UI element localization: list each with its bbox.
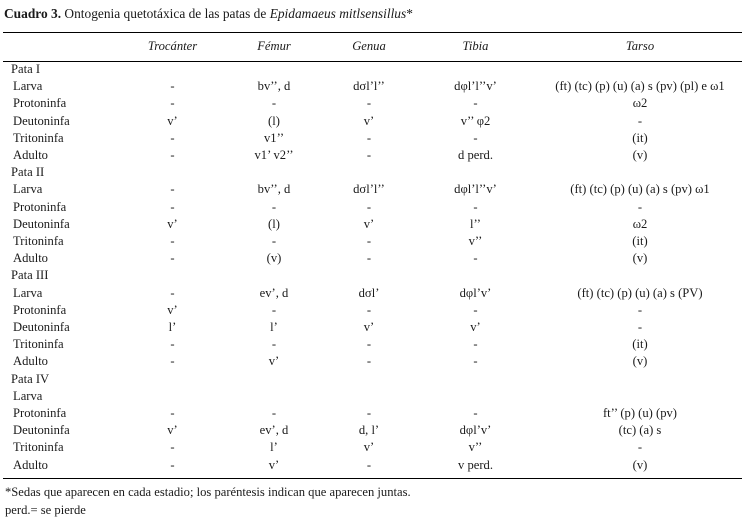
bottom-rule <box>3 478 742 479</box>
trocanter-cell <box>122 388 223 405</box>
trocanter-cell: v’ <box>167 302 178 317</box>
footnote-perd: perd.= se pierde <box>5 503 86 517</box>
femur-cell: - <box>271 337 277 352</box>
table-row <box>3 388 742 405</box>
stage-cell: Protoninfa <box>13 199 67 214</box>
table-row <box>3 457 742 474</box>
group-header-row <box>3 371 742 388</box>
table-row <box>3 95 742 112</box>
femur-cell: l’ <box>270 320 278 335</box>
trocanter-cell: - <box>170 251 175 266</box>
femur-cell: - <box>271 199 277 214</box>
tarso-cell <box>538 388 742 405</box>
tibia-cell: - <box>473 406 478 421</box>
trocanter-cell: v’ <box>167 423 178 438</box>
tarso-cell: (tc) (a) s <box>618 423 662 438</box>
femur-cell: - <box>271 96 277 111</box>
stage-cell: Protoninfa <box>13 96 67 111</box>
femur-cell: v1’’ <box>263 130 285 145</box>
trocanter-cell: - <box>170 234 175 249</box>
stage-cell: Larva <box>13 285 43 300</box>
tibia-cell: - <box>473 130 478 145</box>
tarso-cell: ft’’ (p) (u) (pv) <box>602 406 677 421</box>
tarso-cell: (ft) (tc) (p) (u) (a) s (pv) (pl) e ω1 <box>555 79 725 94</box>
pata-label: Pata IV <box>11 371 50 386</box>
col-header-stage <box>3 36 122 61</box>
stage-cell: Larva <box>13 79 43 94</box>
table-row <box>3 233 742 250</box>
trocanter-cell: - <box>170 354 175 369</box>
stage-cell: Deutoninfa <box>13 113 70 128</box>
tibia-cell: d perd. <box>458 148 493 163</box>
genua-cell: - <box>366 457 372 472</box>
table-row <box>3 302 742 319</box>
table-row <box>3 353 742 370</box>
table-row <box>3 216 742 233</box>
trocanter-cell: - <box>170 79 175 94</box>
tibia-cell: v’’ <box>468 234 483 249</box>
trocanter-cell: - <box>170 148 175 163</box>
stage-cell: Deutoninfa <box>13 423 70 438</box>
trocanter-cell: - <box>170 406 175 421</box>
genua-cell: dσl’ <box>358 285 380 300</box>
stage-cell: Tritoninfa <box>13 337 64 352</box>
caption-marker: * <box>406 6 413 21</box>
col-header-femur: Fémur <box>257 39 291 53</box>
tibia-cell: - <box>473 354 478 369</box>
tarso-cell: - <box>637 113 643 128</box>
tibia-cell: dφl’l’’v’ <box>454 182 497 197</box>
caption-text: Ontogenia quetotáxica de las patas de <box>64 6 267 21</box>
trocanter-cell: v’ <box>167 216 178 231</box>
tarso-cell: - <box>637 440 643 455</box>
table-row <box>3 78 742 95</box>
stage-cell: Adulto <box>13 457 48 472</box>
tibia-cell: v’’ <box>468 440 483 455</box>
group-header-row <box>3 164 742 181</box>
tibia-cell: - <box>473 302 478 317</box>
trocanter-cell: - <box>170 130 175 145</box>
genua-cell: d, l’ <box>358 423 380 438</box>
genua-cell: - <box>366 96 372 111</box>
genua-cell: - <box>366 130 372 145</box>
group-header-row <box>3 61 742 78</box>
table-row <box>3 336 742 353</box>
genua-cell: dσl’l’’ <box>353 182 385 197</box>
femur-cell: bv’’, d <box>257 182 291 197</box>
tarso-cell: (v) <box>632 251 648 266</box>
tarso-cell: (v) <box>632 457 648 472</box>
genua-cell: - <box>366 251 372 266</box>
trocanter-cell: - <box>170 96 175 111</box>
tibia-cell: - <box>473 251 478 266</box>
tarso-cell: ω2 <box>632 96 648 111</box>
genua-cell: - <box>366 148 372 163</box>
genua-cell: - <box>366 199 372 214</box>
pata-label: Pata III <box>11 268 49 283</box>
stage-cell: Adulto <box>13 148 48 163</box>
stage-cell: Adulto <box>13 354 48 369</box>
chaetotaxy-table <box>3 36 742 474</box>
femur-cell: ev’, d <box>259 285 289 300</box>
table-row <box>3 422 742 439</box>
tibia-cell: dφl’v’ <box>459 423 492 438</box>
femur-cell: (v) <box>266 251 282 266</box>
trocanter-cell: - <box>170 440 175 455</box>
tibia-cell: l’’ <box>470 216 481 231</box>
tarso-cell: (v) <box>632 354 648 369</box>
femur-cell <box>223 388 325 405</box>
footnote-sedas: *Sedas que aparecen en cada estadio; los paréntesis indican que aparecen juntas. <box>5 485 411 499</box>
trocanter-cell: - <box>170 182 175 197</box>
genua-cell <box>325 388 413 405</box>
table-row <box>3 250 742 267</box>
genua-cell: - <box>366 337 372 352</box>
table-row <box>3 199 742 216</box>
tibia-cell: v’’ φ2 <box>460 113 491 128</box>
femur-cell: ev’, d <box>259 423 289 438</box>
femur-cell: (l) <box>268 113 280 128</box>
header-row <box>3 36 742 61</box>
genua-cell: dσl’l’’ <box>353 79 385 94</box>
trocanter-cell: - <box>170 199 175 214</box>
tibia-cell: v perd. <box>458 457 493 472</box>
stage-cell: Deutoninfa <box>13 320 70 335</box>
stage-cell: Larva <box>13 388 43 403</box>
tibia-cell: - <box>473 96 478 111</box>
table-row <box>3 147 742 164</box>
femur-cell: - <box>271 234 277 249</box>
tarso-cell: - <box>637 320 643 335</box>
stage-cell: Larva <box>13 182 43 197</box>
femur-cell: - <box>271 302 277 317</box>
femur-cell: v’ <box>268 457 280 472</box>
table-row <box>3 113 742 130</box>
femur-cell: v1’ v2’’ <box>254 148 294 163</box>
tarso-cell: (it) <box>632 234 648 249</box>
tibia-cell: - <box>473 199 478 214</box>
table-caption <box>4 5 413 23</box>
col-header-tarso: Tarso <box>625 39 655 53</box>
femur-cell: - <box>271 406 277 421</box>
tarso-cell: (it) <box>632 337 648 352</box>
tarso-cell: (v) <box>632 148 648 163</box>
trocanter-cell: - <box>170 457 175 472</box>
tibia-cell: dφl’v’ <box>459 285 492 300</box>
genua-cell: - <box>366 234 372 249</box>
femur-cell: (l) <box>268 216 280 231</box>
trocanter-cell: - <box>170 337 175 352</box>
genua-cell: - <box>366 354 372 369</box>
stage-cell: Adulto <box>13 251 48 266</box>
group-header-row <box>3 267 742 284</box>
tarso-cell: (it) <box>632 130 648 145</box>
stage-cell: Protoninfa <box>13 406 67 421</box>
table-row <box>3 181 742 198</box>
trocanter-cell: v’ <box>167 113 178 128</box>
tarso-cell: - <box>637 302 643 317</box>
stage-cell: Tritoninfa <box>13 130 64 145</box>
genua-cell: v’ <box>363 216 375 231</box>
stage-cell: Tritoninfa <box>13 440 64 455</box>
femur-cell: bv’’, d <box>257 79 291 94</box>
genua-cell: - <box>366 406 372 421</box>
tibia-cell: v’ <box>470 320 481 335</box>
top-rule <box>3 32 742 33</box>
table-row <box>3 130 742 147</box>
col-header-tibia: Tibia <box>462 39 489 53</box>
tarso-cell: (ft) (tc) (p) (u) (a) s (PV) <box>577 285 703 300</box>
tibia-cell: dφl’l’’v’ <box>454 79 497 94</box>
genua-cell: v’ <box>363 113 375 128</box>
tibia-cell: - <box>473 337 478 352</box>
tibia-cell <box>413 388 538 405</box>
femur-cell: v’ <box>268 354 280 369</box>
femur-cell: l’ <box>270 440 278 455</box>
pata-label: Pata II <box>11 165 45 180</box>
tarso-cell: (ft) (tc) (p) (u) (a) s (pv) ω1 <box>570 182 710 197</box>
tarso-cell: ω2 <box>632 216 648 231</box>
caption-species: Epidamaeus mitlsensillus <box>269 6 407 21</box>
tarso-cell: - <box>637 199 643 214</box>
col-header-genua: Genua <box>352 39 386 53</box>
stage-cell: Deutoninfa <box>13 216 70 231</box>
caption-label: Cuadro 3. <box>4 6 62 21</box>
genua-cell: - <box>366 302 372 317</box>
table-row <box>3 405 742 422</box>
table-body <box>3 61 742 474</box>
pata-label: Pata I <box>11 62 41 76</box>
stage-cell: Tritoninfa <box>13 234 64 249</box>
genua-cell: v’ <box>363 440 375 455</box>
table-row <box>3 439 742 456</box>
table-row <box>3 285 742 302</box>
genua-cell: v’ <box>363 320 375 335</box>
table-row <box>3 319 742 336</box>
col-header-trocanter: Trocánter <box>147 39 198 53</box>
stage-cell: Protoninfa <box>13 302 67 317</box>
trocanter-cell: - <box>170 285 175 300</box>
trocanter-cell: l’ <box>168 320 177 335</box>
